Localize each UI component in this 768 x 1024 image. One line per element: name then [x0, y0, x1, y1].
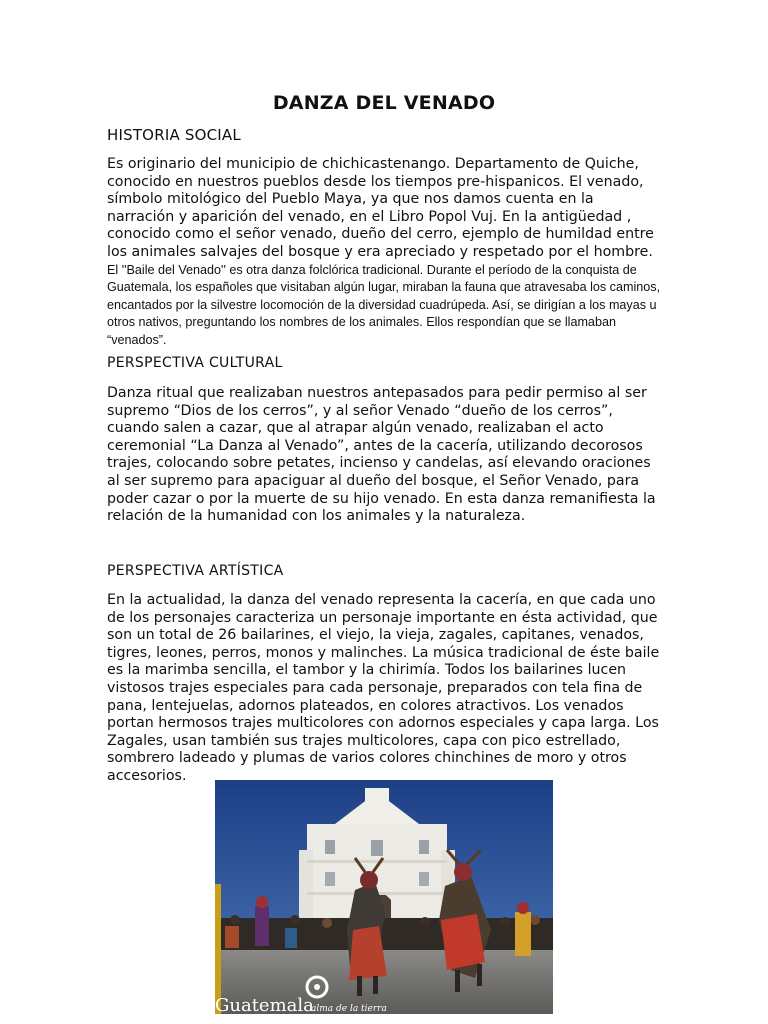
paragraph-perspectiva-artistica: En la actualidad, la danza del venado representa la cacería, en que cada uno de los personajes caracteriza un personaje importante en ésta actividad, que son un total de 26 bailarines, el viejo, la vieja, zagales, capitanes, venados, tigres, leones, perros, monos y malinches. La música tradicional de éste baile es la marimba sencilla, el tambor y la chirimía. Todos los bailarines lucen vistosos trajes especiales para cada personaje, preparados con tela fina de pana, lentejuelas, adornos plateados, en colores atractivos. Los venados portan hermosos trajes multicolores con adornos especiales y capa larga. Los Zagales, usan también sus trajes multicolores, capa con pico estrellado, sombrero ladeado y plumas de varios colores chinchines de moro y otros accesorios. — [107, 592, 660, 784]
paragraph-historia-social-main: Es originario del municipio de chichicastenango. Departamento de Quiche, conocido en nuestros pueblos desde los tiempos pre-hispanicos. El venado, símbolo mitológico del Pueblo Maya, ya que nos damos cuenta en la narración y aparición del venado, en el Libro Popol Vuj. En la antigüedad , conocido como el señor venado, dueño del cerro, ejemplo de humildad entre los animales salvajes del bosque y era apreciado y respetado por el hombre. — [107, 156, 654, 260]
document-title: DANZA DEL VENADO — [272, 92, 496, 114]
heading-perspectiva-artistica: PERSPECTIVA ARTÍSTICA — [107, 563, 284, 579]
heading-perspectiva-cultural: PERSPECTIVA CULTURAL — [107, 355, 283, 371]
dancer-far-right — [515, 902, 531, 956]
paragraph-historia-social — [107, 156, 662, 350]
paragraph-perspectiva-cultural: Danza ritual que realizaban nuestros antepasados para pedir permiso al ser supremo “Dios de los cerros”, y al señor Venado “dueño de los cerros”, cuando salen a cazar, que al atrapar algún venado, realizaban el acto ceremonial “La Danza al Venado”, antes de la cacería, utilizando decorosos trajes, colocando sobre petates, incienso y candelas, así elevando oraciones al ser supremo para apaciguar al dueño del bosque, el Señor Venado, para poder cazar o por la muerte de su hijo venado. En esta danza remanifiesta la relación de la humanidad con los animales y la naturaleza. — [107, 385, 656, 525]
paragraph-historia-social-small: El ''Baile del Venado'' es otra danza folclórica tradicional. Durante el período de la conquista de Guatemala, los españoles que visitaban algún lugar, miraban la fauna que atravesaba los caminos, encantados por la silvestre locomoción de la diversidad cuadrúpeda. Así, se dirigían a los mayas u otros nativos, preguntando los nombres de los animales. Ellos respondían que se llamaban “venados”. — [107, 262, 661, 347]
watermark-tagline: alma de la tierra — [311, 1004, 387, 1014]
heading-historia-social: HISTORIA SOCIAL — [107, 126, 241, 144]
dancer-far-left — [255, 896, 269, 946]
dance-photo — [215, 780, 553, 1014]
church-dance-illustration — [215, 780, 553, 1014]
watermark-text: Guatemala — [215, 995, 314, 1014]
